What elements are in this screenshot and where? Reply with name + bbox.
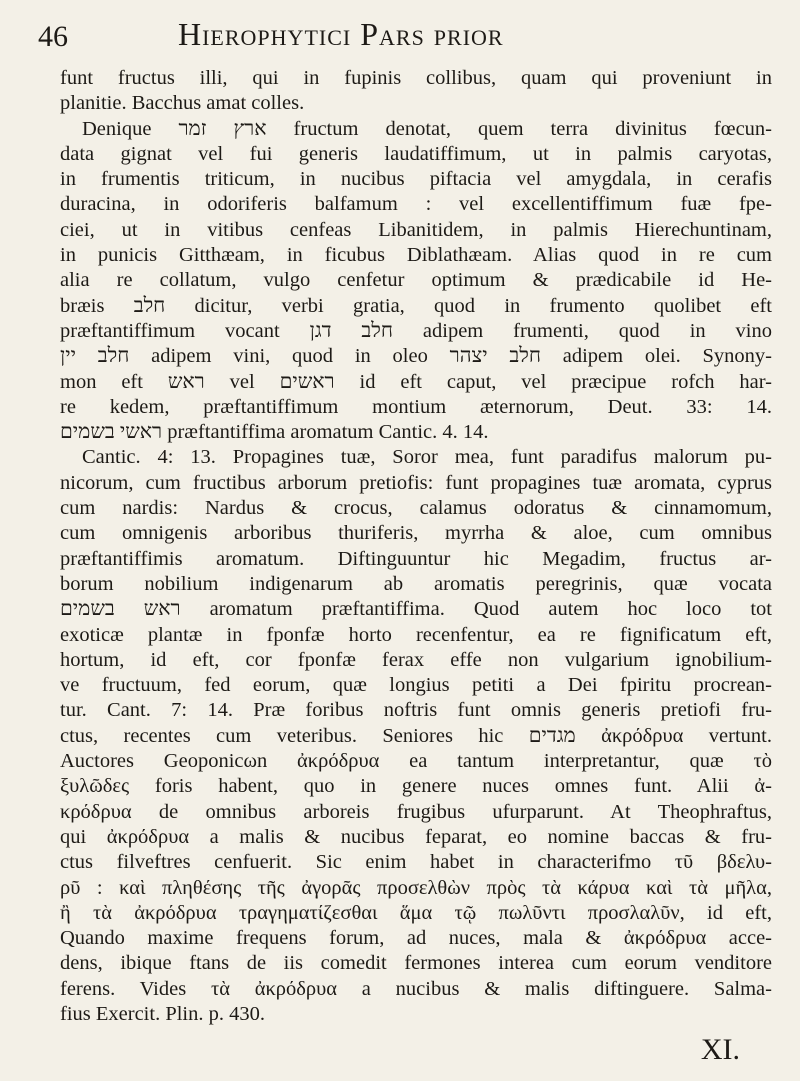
text-line: mon eft ראש vel ראשים id eft caput, vel præcipue rofch har- — [60, 370, 772, 393]
text-line: fius Exercit. Plin. p. 430. — [60, 1002, 265, 1025]
text-line: præftantiffimis aromatum. Diftinguuntur hic Megadim, fructus ar- — [60, 547, 772, 570]
text-line: planitie. Bacchus amat colles. — [60, 92, 305, 115]
text-line: in frumentis triticum, in nucibus piftacia vel amygdala, in cerafis — [60, 168, 772, 191]
text-line: cum omnigenis arboribus thuriferis, myrrha & aloe, cum omnibus — [60, 522, 772, 545]
text-line: ciei, ut in vitibus cenfeas Libanitidem, in palmis Hierechuntinam, — [60, 218, 772, 241]
body-text — [60, 66, 772, 1027]
text-line: ve fructuum, fed eorum, quæ longius petiti a Dei fpiritu procrean- — [60, 674, 772, 697]
text-line: ἢ τὰ ἀκρόδρυα τραγηματίζεσθαι ἅμα τῷ πωλῦντι προσλαλῦν, id eft, — [60, 901, 772, 924]
text-line: Denique ארץ זמר fructum denotat, quem terra divinitus fœcun- — [82, 117, 772, 140]
text-line: alia re collatum, vulgo cenfetur optimum & prædicabile id He- — [60, 269, 772, 292]
text-line: tur. Cant. 7: 14. Præ foribus noftris funt omnis generis pretiofi fru- — [60, 699, 772, 722]
page-number: 46 — [38, 20, 68, 53]
text-line: ρῦ : καὶ πληθέσης τῆς ἀγορᾶς προσελθὼν πρὸς τὰ κάρυα καὶ τὰ μῆλα, — [60, 876, 772, 899]
text-line: funt fructus illi, qui in fupinis collibus, quam qui proveniunt in — [60, 67, 772, 89]
text-line: ferens. Vides τὰ ἀκρόδρυα a nucibus & malis diftinguere. Salma- — [60, 977, 772, 1000]
text-line: Quando maxime frequens forum, ad nuces, mala & ἀκρόδρυα acce- — [60, 927, 772, 950]
text-line: Cantic. 4: 13. Propagines tuæ, Soror mea, funt paradifus malorum pu- — [82, 446, 772, 469]
text-line: ראש בשמים aromatum præftantiffima. Quod autem hoc loco tot — [60, 598, 772, 621]
text-line: borum nobilium indigenarum ab aromatis peregrinis, quæ vocata — [60, 572, 772, 595]
text-line: חלב יין adipem vini, quod in oleo חלב יצהר adipem olei. Synony- — [60, 345, 772, 368]
text-line: præftantiffimum vocant חלב דגן adipem frumenti, quod in vino — [60, 319, 772, 342]
text-line: Auctores Geoponicωn ἀκρόδρυα ea tantum interpretantur, quæ τὸ — [60, 750, 772, 773]
page-header — [38, 16, 778, 54]
text-line: hortum, id eft, cor fponfæ ferax effe non vulgarium ignobilium- — [60, 648, 772, 671]
text-line: exoticæ plantæ in fponfæ horto recenfentur, ea re fignificatum eft, — [60, 623, 772, 646]
text-line: ראשי בשמים præftantiffima aromatum Cantic. 4. 14. — [60, 421, 489, 444]
text-line: data gignat vel fui generis laudatiffimum, ut in palmis caryotas, — [60, 142, 772, 165]
text-line: duracina, in odoriferis balfamum : vel excellentiffimum fuæ fpe- — [60, 193, 772, 216]
text-line: re kedem, præftantiffimum montium æternorum, Deut. 33: 14. — [60, 395, 772, 418]
text-line: qui ἀκρόδρυα a malis & nucibus feparat, eo nomine baccas & fru- — [60, 825, 772, 848]
text-line: ctus filveftres cenfuerit. Sic enim habet in characterifmo τῦ βδελυ- — [60, 851, 772, 874]
catchword: XI. — [700, 1033, 740, 1066]
text-line: ξυλῶδες foris habent, quo in genere nuces omnes funt. Alii ἀ- — [60, 775, 772, 798]
text-line: dens, ibique ftans de iis comedit fermones interea cum eorum venditore — [60, 952, 772, 975]
running-title: Hierophytici Pars prior — [178, 16, 504, 52]
text-line: in punicis Gitthæam, in ficubus Diblathæam. Alias quod in re cum — [60, 244, 772, 267]
text-line: ctus, recentes cum veteribus. Seniores hic מגדים ἀκρόδρυα vertunt. — [60, 724, 772, 747]
text-line: κρόδρυα de omnibus arboreis frugibus ufurparunt. At Theophraftus, — [60, 800, 772, 823]
text-line: cum nardis: Nardus & crocus, calamus odoratus & cinnamomum, — [60, 497, 772, 520]
text-line: bræis חלב dicitur, verbi gratia, quod in frumento quolibet eft — [60, 294, 772, 317]
text-line: nicorum, cum fructibus arborum pretiofis: funt propagines tuæ aromata, cyprus — [60, 471, 772, 494]
